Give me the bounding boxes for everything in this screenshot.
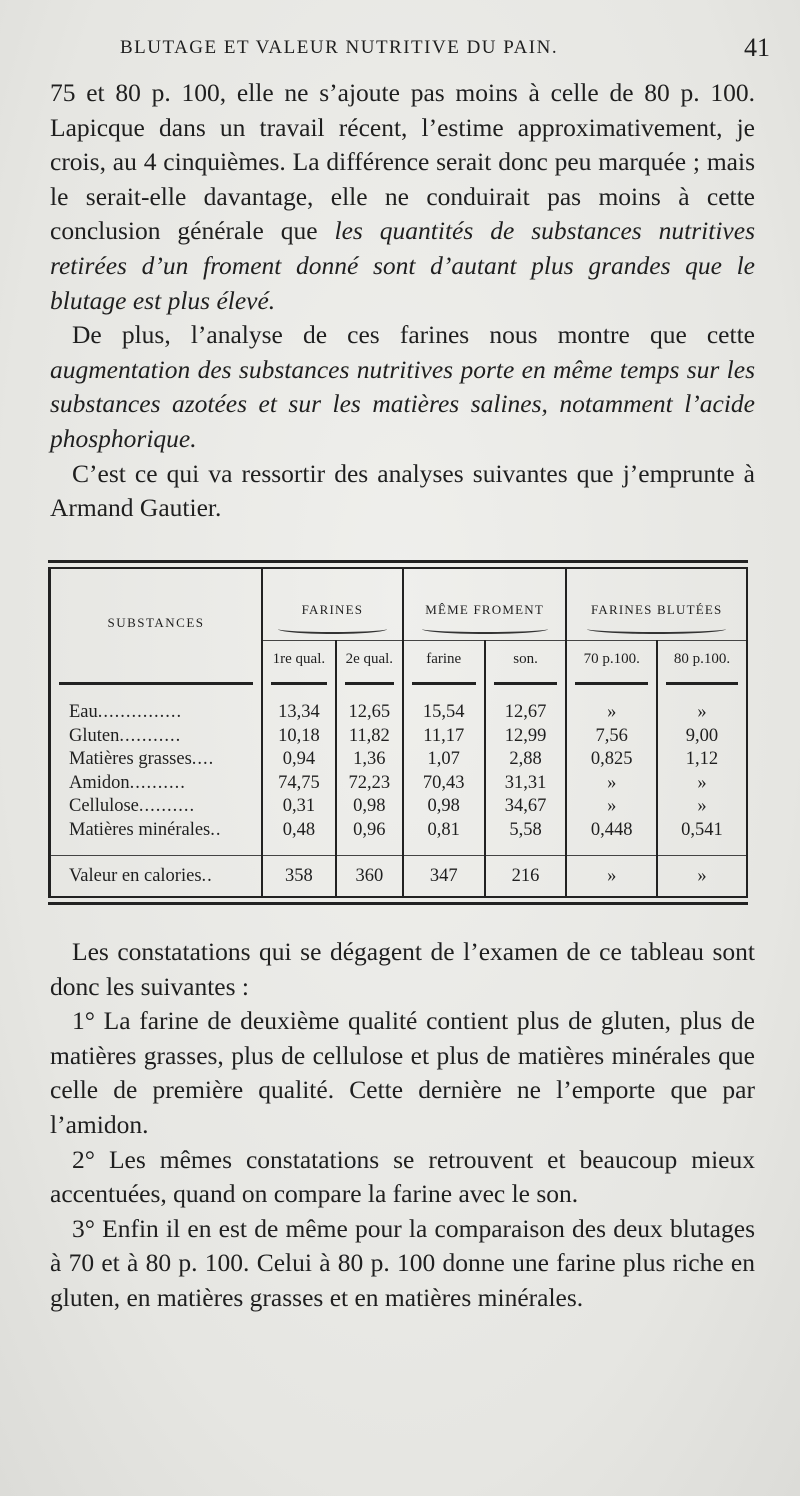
spacer-cell [566, 688, 657, 702]
row-label: Valeur en calories [69, 865, 202, 886]
value-cell: 0,96 [336, 820, 403, 844]
row-label: Amidon [69, 772, 130, 793]
rule-cell [336, 678, 403, 689]
value-cell: 0,98 [403, 796, 485, 819]
paragraph [50, 1212, 755, 1316]
analysis-table-frame [48, 567, 748, 898]
group-header-meme-froment [403, 569, 567, 641]
rule-cell [262, 678, 336, 689]
body-text-top [50, 76, 755, 526]
row-label: Gluten [69, 725, 120, 746]
row-label-cell [51, 856, 262, 897]
row-label-cell [51, 796, 262, 819]
rule-cell [403, 678, 485, 689]
value-cell: 216 [485, 856, 567, 897]
value-cell: » [566, 773, 657, 796]
value-cell: 1,36 [336, 749, 403, 772]
spacer-cell [403, 688, 485, 702]
text-run: Les constatations qui se dégagent de l’examen de ce tableau sont donc les suivantes : [50, 937, 755, 1001]
table-group-header-row [51, 569, 746, 641]
value-cell: 0,98 [336, 796, 403, 819]
rule-cell [51, 678, 262, 689]
brace-mark [278, 624, 386, 634]
row-label: Matières minérales [69, 819, 211, 840]
value-cell: » [697, 702, 707, 723]
value-cell: 34,67 [485, 796, 567, 819]
spacer-row [51, 688, 746, 702]
value-cell: 70,43 [403, 773, 485, 796]
col-header: farine [403, 641, 485, 678]
value-cell: 72,23 [336, 773, 403, 796]
text-run: 1° La farine de deuxième qualité contient plus de gluten, plus de matières grasses, plus de cellulose et plus de matières minérales que celle de première qualité. Cette dernière ne l’emporte que par l’amidon. [50, 1006, 755, 1139]
leader-dots: .. [210, 819, 222, 840]
col-header: 80 p.100. [657, 641, 746, 678]
rule-cell [566, 678, 657, 689]
value-cell: » [566, 856, 657, 897]
value-cell: 0,81 [403, 820, 485, 844]
value-cell: 0,94 [262, 749, 336, 772]
spacer-cell [657, 688, 746, 702]
value-cell: » [697, 772, 707, 793]
leader-dots: ............... [97, 702, 183, 723]
spacer-cell [657, 843, 746, 856]
paragraph [50, 76, 755, 318]
value-cell: » [657, 856, 746, 897]
value-cell: 9,00 [685, 725, 719, 746]
text-run: 75 et 80 p. 100, elle ne s’ajoute pas moins à celle de 80 p. 100. Lapicque dans un travail récent, l’estime approximativement, je crois, au 4 cinquièmes. La différence serait donc peu marquée ; mais le serait-elle davantage, elle ne conduirait pas moins à cette conclusion générale que [50, 78, 755, 246]
leader-dots: .......... [129, 772, 186, 793]
spacer-cell [336, 843, 403, 856]
table-total-row [51, 856, 746, 897]
composition-table [51, 569, 746, 896]
row-label-cell [51, 726, 262, 749]
italic-text: augmentation des substances nutritives porte en même temps sur les substances azotées et sur les matières salines, notamment l’acide phosphorique. [50, 354, 755, 453]
value-cell: 12,65 [336, 702, 403, 725]
spacer-cell [403, 843, 485, 856]
paragraph [50, 318, 755, 456]
value-cell: 0,448 [566, 820, 657, 844]
table-row [51, 702, 746, 725]
value-cell: 11,82 [336, 726, 403, 749]
col-header: 1re qual. [262, 641, 336, 678]
value-cell: 347 [403, 856, 485, 897]
value-cell: 358 [262, 856, 336, 897]
value-cell: 31,31 [485, 773, 567, 796]
analysis-table [48, 560, 748, 905]
spacer-cell [262, 688, 336, 702]
row-label: Cellulose [69, 796, 139, 817]
leader-dots: .... [191, 749, 215, 770]
page-header [120, 30, 770, 66]
spacer-cell [566, 843, 657, 856]
page-number: 41 [744, 33, 770, 62]
table-row [51, 749, 746, 772]
value-cell: 2,88 [485, 749, 567, 772]
brace-mark [587, 624, 726, 634]
text-run: 2° Les mêmes constatations se retrouvent et beaucoup mieux accentuées, quand on compare la farine avec le son. [50, 1144, 755, 1209]
value-cell: 1,12 [685, 749, 719, 770]
value-cell: 13,34 [262, 702, 336, 725]
group-label: MÊME FROMENT [425, 602, 545, 618]
paragraph [50, 935, 755, 1004]
table-row [51, 820, 746, 844]
spacer-cell [485, 688, 567, 702]
table-row [51, 796, 746, 819]
value-cell: 11,17 [403, 726, 485, 749]
value-cell: 0,541 [681, 819, 723, 840]
value-cell: 12,99 [485, 726, 567, 749]
rule-cell [657, 678, 746, 689]
col-header: 70 p.100. [566, 641, 657, 678]
value-cell: 10,18 [262, 726, 336, 749]
value-cell: 5,58 [485, 820, 567, 844]
value-cell: 360 [336, 856, 403, 897]
spacer-cell [51, 688, 262, 702]
spacer-cell [336, 688, 403, 702]
group-header-farines-blutees [566, 569, 746, 641]
value-cell: » [697, 796, 707, 817]
group-label: FARINES [301, 602, 364, 618]
italic-text: les quantités de substances nutritives retirées d’un froment donné sont d’autant plus grandes que le blutage est plus élevé. [50, 216, 755, 315]
spacer-cell [485, 843, 567, 856]
value-cell: 12,67 [485, 702, 567, 725]
body-text-bottom [50, 935, 755, 1316]
col-header: 2e qual. [336, 641, 403, 678]
value-cell: 0,825 [566, 749, 657, 772]
text-run: De plus, l’analyse de ces farines nous montre que cette [72, 320, 755, 350]
leader-dots: .. [201, 865, 213, 886]
value-cell: 0,31 [262, 796, 336, 819]
value-cell: 74,75 [262, 773, 336, 796]
group-header-farines [262, 569, 403, 641]
substances-header: SUBSTANCES [51, 569, 262, 678]
table-body [51, 688, 746, 896]
leader-dots: .......... [138, 796, 196, 817]
row-label: Eau [69, 702, 98, 723]
row-label: Matières grasses [69, 749, 192, 770]
text-run: 3° Enfin il en est de même pour la comparaison des deux blutages à 70 et à 80 p. 100. Celui à 80 p. 100 donne une farine plus riche en gluten, en matières grasses et en matières minérales. [50, 1213, 755, 1312]
paragraph [50, 1143, 755, 1212]
value-cell: » [566, 702, 657, 725]
value-cell: 0,48 [262, 820, 336, 844]
brace-mark [422, 624, 548, 634]
paragraph [50, 1004, 755, 1142]
running-head: BLUTAGE ET VALEUR NUTRITIVE DU PAIN. [120, 37, 559, 58]
rule-cell [485, 678, 567, 689]
spacer-cell [51, 843, 262, 856]
table-row [51, 726, 746, 749]
paragraph [50, 457, 755, 526]
row-label-cell [51, 702, 262, 725]
value-cell: » [566, 796, 657, 819]
value-cell: 15,54 [403, 702, 485, 725]
table-row [51, 773, 746, 796]
leader-dots: ........... [119, 725, 182, 746]
col-header: son. [485, 641, 567, 678]
spacer-cell [262, 843, 336, 856]
row-label-cell [51, 773, 262, 796]
spacer-row [51, 843, 746, 856]
value-cell: 7,56 [566, 726, 657, 749]
row-label-cell [51, 749, 262, 772]
header-rule-row [51, 678, 746, 689]
row-label-cell [51, 820, 262, 844]
value-cell: 1,07 [403, 749, 485, 772]
group-label: FARINES BLUTÉES [590, 602, 723, 618]
text-run: C’est ce qui va ressortir des analyses suivantes que j’emprunte à Armand Gautier. [50, 458, 755, 523]
